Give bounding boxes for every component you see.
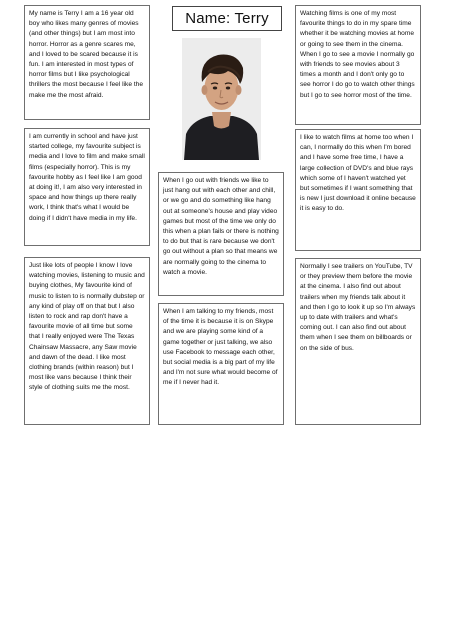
home-box (295, 129, 421, 251)
friends-box (158, 172, 284, 296)
music-box (24, 257, 150, 425)
music-text: Just like lots of people I know I love watching movies, listening to music and buying clothes, My favourite kind of music to listen to is normally dubstep or any kind of play off on that but I also listen to rock and rap don't have a favourite movie of all time but some that I really enjoyed were The Texas Chainsaw Massacre, any Saw movie and dawn of the dead. I like most clothing brands (within reason) but I most like vans because I think their style of clothing suits me the most. (29, 262, 145, 392)
page-title: Name: Terry (172, 6, 282, 31)
talking-box (158, 303, 284, 425)
watching-box (295, 5, 421, 125)
school-text: I am currently in school and have just started college, my favourite subject is media and I love to film and make small films (especially horror). This is my favourite hobby as I feel like I am good at doing it!, I am also very interested in space and how things up there really work, I think that's what I would be doing if I didn't have media in my life. (29, 133, 145, 222)
trailers-box (295, 258, 421, 425)
talking-text: When I am talking to my friends, most of the time it is because it is on Skype and we are playing some kind of a game together or just talking, we also use Facebook to message each other, but social media is a big part of my life and I'm not sure what would become of me if I never had it. (163, 308, 278, 387)
home-text: I like to watch films at home too when I can, I normally do this when I'm bored and I have some free time, I have a large collection of DVD's and blue rays which some of I haven't watched yet but sometimes if I want something that is new I just download it online because it is easy to do. (300, 134, 416, 213)
intro-box (24, 5, 150, 120)
person-portrait-icon (182, 38, 261, 160)
intro-text: My name is Terry I am a 16 year old boy who likes many genres of movies (and other things) but I am most into horror. Horror as a genre scares me, and I loved to be scared because it is fun. I am interested in most types of horror films but I like psychological thrillers the most because I feel like the make me the most afraid. (29, 10, 143, 99)
friends-text: When I go out with friends we like to just hang out with each other and chill, or we go and do something like hang out at someone's house and play video games but most of the time we only do this when a plan fails or there is nothing to do but that is rare because we don't go out without a plan so that means we are normally going to the cinema to watch a movie. (163, 177, 279, 276)
school-box (24, 128, 150, 246)
trailers-text: Normally I see trailers on YouTube, TV or they preview them before the movie at the cinema. I also find out about trailers when my friends talk about it and then I go to look it up so I'm always up to date with trailers and what's coming out. I can also find out about them when I see them on billboards or on the side of bus. (300, 263, 416, 352)
watching-text: Watching films is one of my most favourite things to do in my spare time whether it be watching movies at home or going to see them in the cinema. When I go to see a movie I normally go with friends to see movies about 3 times a month and I don't only go to see horror I do go to watch other things but I go to see horror most of the time. (300, 10, 415, 99)
profile-photo (182, 38, 261, 160)
